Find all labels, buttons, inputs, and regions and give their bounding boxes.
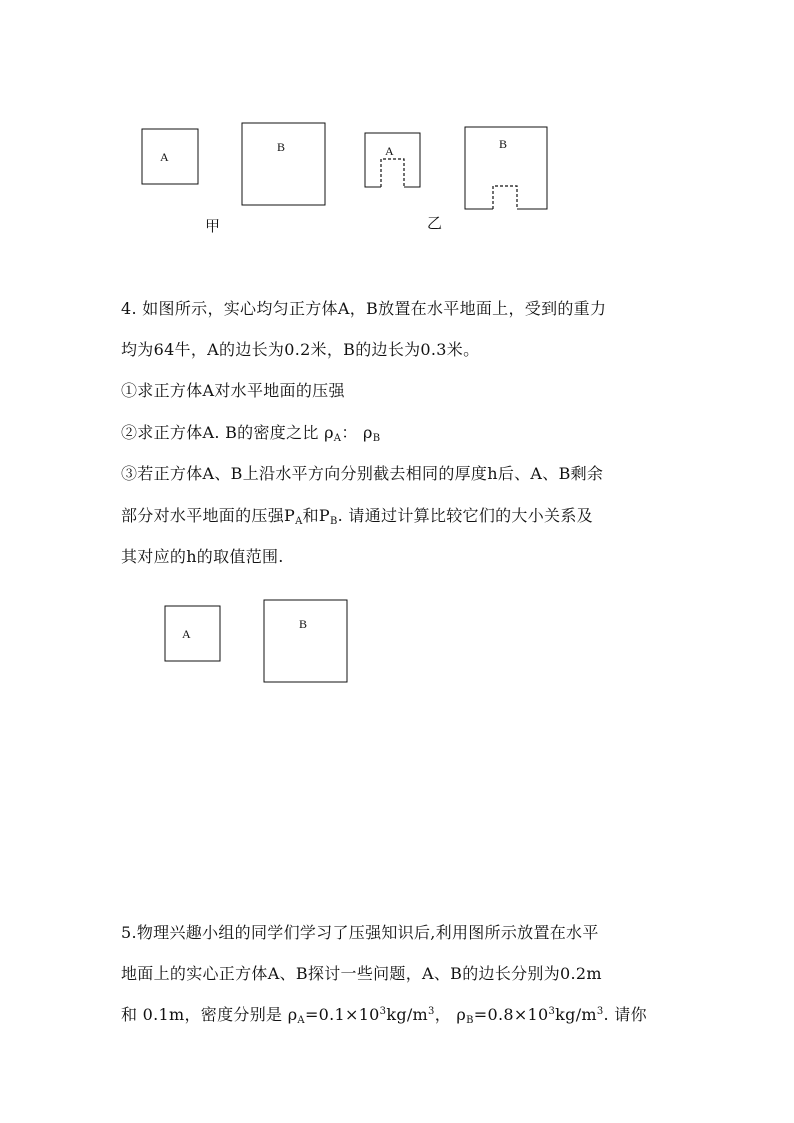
q4-line-4-text: ②求正方体A. B的密度之比 ρ bbox=[121, 423, 334, 442]
pb-subscript: B bbox=[329, 516, 338, 527]
cube-b-label: B bbox=[299, 617, 308, 631]
q5-line-2: 地面上的实心正方体A、B探讨一些问题，A、B的边长分别为0.2m bbox=[121, 964, 602, 983]
pa-subscript: A bbox=[295, 516, 303, 527]
q5-line-3-text: 和 0.1m，密度分别是 ρ bbox=[121, 1005, 298, 1024]
caption-yi: 乙 bbox=[427, 214, 443, 232]
rho-b-subscript: B bbox=[466, 1015, 474, 1026]
q4-line-6-post: . 请通过计算比较它们的大小关系及 bbox=[337, 506, 593, 525]
unit-text: kg/m bbox=[555, 1005, 597, 1024]
rho-b-text: ， ρ bbox=[434, 1005, 467, 1024]
cube-a-label: A bbox=[182, 627, 191, 641]
cube-a bbox=[165, 606, 220, 661]
cube-b-cut-label: B bbox=[499, 137, 508, 151]
exponent: 3 bbox=[548, 1006, 556, 1017]
q4-line-3: ①求正方体A对水平地面的压强 bbox=[121, 381, 345, 400]
density-a-value: =0.1×10 bbox=[304, 1005, 380, 1024]
q4-line-5: ③若正方体A、B上沿水平方向分别截去相同的厚度h后、A、B剩余 bbox=[121, 464, 604, 483]
rho-a-subscript: A bbox=[297, 1015, 305, 1026]
density-b-value: =0.8×10 bbox=[473, 1005, 549, 1024]
exponent: 3 bbox=[596, 1006, 604, 1017]
q4-line-1: 4. 如图所示，实心均匀正方体A，B放置在水平地面上，受到的重力 bbox=[121, 299, 607, 318]
exponent: 3 bbox=[379, 1006, 387, 1017]
rho-a-subscript: A bbox=[333, 433, 342, 444]
cube-a-cut-label: A bbox=[385, 144, 394, 158]
q4-line-6-mid: 和P bbox=[302, 506, 330, 525]
cube-a-label: A bbox=[160, 150, 169, 164]
cube-b bbox=[264, 600, 347, 682]
caption-jia: 甲 bbox=[205, 217, 221, 235]
q4-line-6-text: 部分对水平地面的压强P bbox=[121, 506, 296, 525]
q5-line-3 bbox=[121, 1002, 681, 1025]
q4-line-4-mid: ： ρ bbox=[341, 423, 373, 442]
q4-line-2: 均为64牛，A的边长为0.2米，B的边长为0.3米。 bbox=[121, 340, 480, 359]
exponent: 3 bbox=[428, 1006, 435, 1017]
q5-line-3-post: . 请你 bbox=[603, 1005, 647, 1024]
rho-b-subscript: B bbox=[372, 433, 381, 444]
unit-text: kg/m bbox=[386, 1005, 429, 1024]
q5-line-1: 5.物理兴趣小组的同学们学习了压强知识后,利用图所示放置在水平 bbox=[121, 923, 599, 942]
cube-b-label: B bbox=[277, 140, 286, 154]
q4-line-7: 其对应的h的取值范围. bbox=[121, 547, 284, 566]
